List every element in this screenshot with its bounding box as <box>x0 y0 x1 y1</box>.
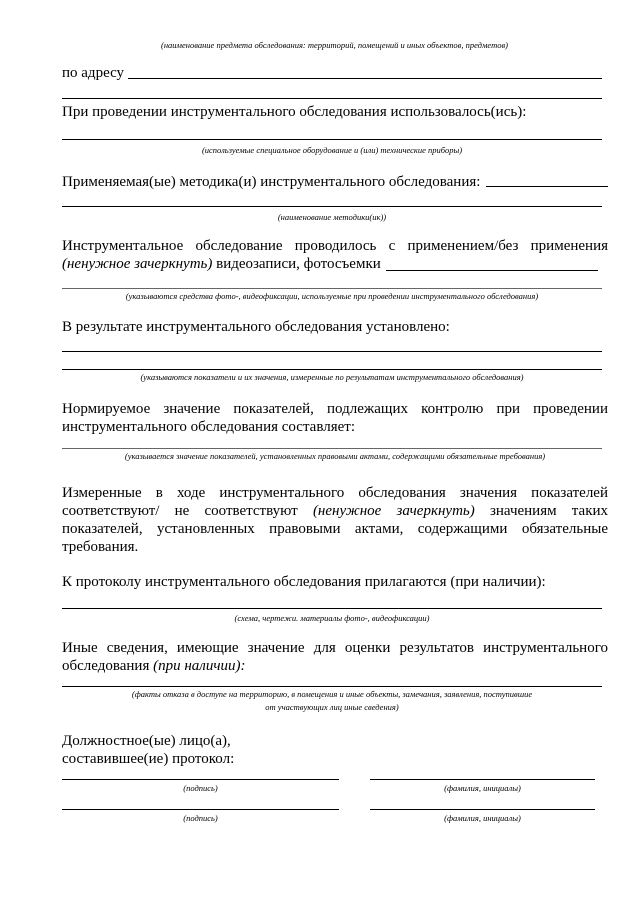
normative-line2: инструментального обследования составляет: <box>62 419 355 435</box>
fullname-field-2[interactable] <box>370 809 595 810</box>
video-not-needed-note: (ненужное зачеркнуть) <box>62 256 213 272</box>
address-label: по адресу <box>62 65 125 81</box>
method-field-line2[interactable] <box>62 206 602 207</box>
equipment-heading: При проведении инструментального обследования использовалось(ись): <box>62 104 527 120</box>
measured-line2-a: соответствуют/ не соответствуют <box>62 503 313 519</box>
video-caption: (указываются средства фото-, видеофиксации, используемые при проведении инструментального обследования) <box>125 291 539 301</box>
method-caption: (наименование методики(ик)) <box>277 212 387 222</box>
address-field[interactable] <box>128 78 602 79</box>
measured-not-needed-note: (ненужное зачеркнуть) <box>312 503 475 519</box>
video-line2-rest: видеозаписи, фотосъемки <box>212 256 381 272</box>
result-field[interactable] <box>62 351 602 352</box>
result-field-line2[interactable] <box>62 369 602 370</box>
other-line2-text: обследования <box>62 658 154 674</box>
video-line1: Инструментальное обследование проводилось с применением/без применения <box>62 238 608 254</box>
video-field[interactable] <box>386 270 598 271</box>
other-if-any-note: (при наличии): <box>153 658 246 674</box>
other-caption-line2: от участвующих лиц иные сведения) <box>265 702 399 712</box>
attachments-heading: К протоколу инструментального обследования прилагаются (при наличии): <box>62 574 546 590</box>
equipment-field[interactable] <box>62 139 602 140</box>
normative-field[interactable] <box>62 448 602 449</box>
method-field[interactable] <box>486 186 608 187</box>
official-line1: Должностное(ые) лицо(а), <box>62 733 231 749</box>
method-heading: Применяемая(ые) методика(и) инструментального обследования: <box>62 174 481 190</box>
result-heading: В результате инструментального обследования установлено: <box>62 319 450 335</box>
normative-line1: Нормируемое значение показателей, подлежащих контролю при проведении <box>62 401 608 417</box>
official-line2: составившее(ие) протокол: <box>62 751 235 767</box>
signature-caption-2: (подпись) <box>183 813 218 823</box>
fullname-field[interactable] <box>370 779 595 780</box>
normative-caption: (указывается значение показателей, установленных правовыми актами, содержащими обязательные требования) <box>124 451 546 461</box>
measured-line4: требования. <box>62 539 139 555</box>
other-line2 <box>62 657 246 675</box>
other-caption-line1: (факты отказа в доступе на территорию, в помещения и иные объекты, замечания, заявления, поступившие <box>131 689 533 699</box>
attachments-caption: (схема, чертежи. материалы фото-, видеофиксации) <box>234 613 430 623</box>
measured-line3: показателей, установленных правовыми актами, содержащими обязательные <box>62 521 608 537</box>
other-field[interactable] <box>62 686 602 687</box>
measured-line1: Измеренные в ходе инструментального обследования значения показателей <box>62 485 608 501</box>
measured-line2-b: значениям таких <box>474 503 609 519</box>
signature-field-2[interactable] <box>62 809 339 810</box>
subject-caption: (наименование предмета обследования: территорий, помещений и иных объектов, предметов) <box>161 40 508 50</box>
attachments-field[interactable] <box>62 608 602 609</box>
video-line2 <box>62 255 381 273</box>
address-field-line2[interactable] <box>62 98 602 99</box>
result-caption: (указываются показатели и их значения, измеренные по результатам инструментального обследования) <box>140 372 524 382</box>
signature-caption: (подпись) <box>183 783 218 793</box>
fullname-caption-2: (фамилия, инициалы) <box>444 813 521 823</box>
video-field-line2[interactable] <box>62 288 602 289</box>
measured-line2 <box>62 502 608 520</box>
signature-field[interactable] <box>62 779 339 780</box>
other-line1: Иные сведения, имеющие значение для оценки результатов инструментального <box>62 640 608 656</box>
fullname-caption: (фамилия, инициалы) <box>444 783 521 793</box>
equipment-caption: (используемые специальное оборудование и (или) технические приборы) <box>201 145 463 155</box>
